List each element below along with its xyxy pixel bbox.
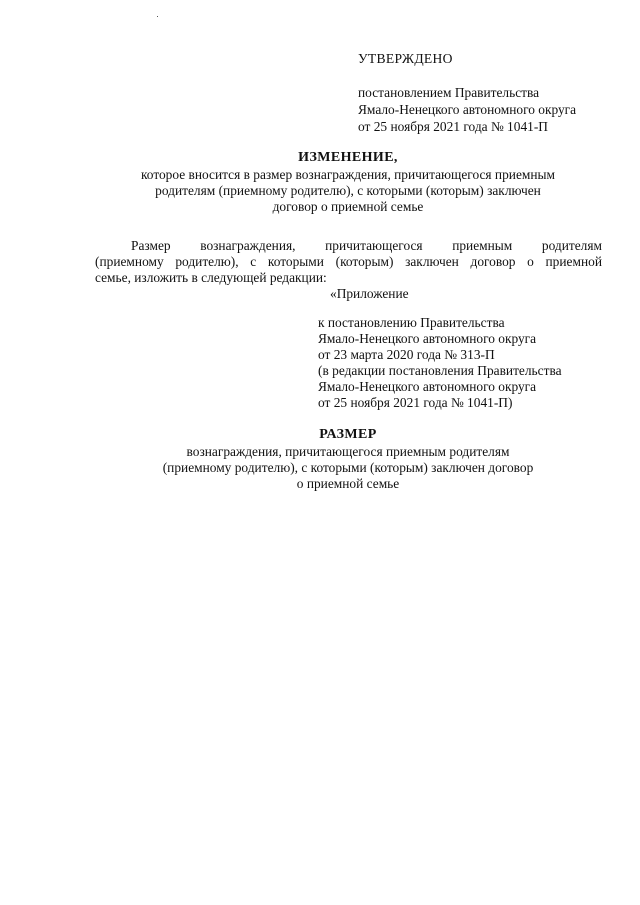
appendix-line: (в редакции постановления Правительства <box>318 363 562 378</box>
change-heading: ИЗМЕНЕНИЕ, <box>298 150 398 165</box>
change-line: родителям (приемному родителю), с которыми (которым) заключен <box>155 183 541 198</box>
scan-speck <box>157 16 158 17</box>
change-description <box>28 167 640 215</box>
body-line: Размер вознаграждения, причитающегося приемным родителям <box>131 238 602 253</box>
size-heading: РАЗМЕР <box>319 427 377 442</box>
appendix-line: от 23 марта 2020 года № 313-П <box>318 347 495 362</box>
size-line: о приемной семье <box>296 476 400 491</box>
change-line: договор о приемной семье <box>272 199 424 214</box>
appendix-block <box>318 286 618 411</box>
appendix-line: от 25 ноября 2021 года № 1041-П) <box>318 395 513 410</box>
size-line: вознаграждения, причитающегося приемным родителям <box>186 444 510 459</box>
appendix-line: Ямало-Ненецкого автономного округа <box>318 331 537 346</box>
approval-line: от 25 ноября 2021 года № 1041-П <box>358 119 548 134</box>
change-line: которое вносится в размер вознаграждения, причитающегося приемным <box>140 167 556 182</box>
approval-line: постановлением Правительства <box>358 85 540 100</box>
appendix-heading: «Приложение <box>330 286 409 301</box>
size-line: (приемному родителю), с которыми (которым) заключен договор <box>162 460 534 475</box>
approval-block <box>358 50 628 135</box>
appendix-line: Ямало-Ненецкого автономного округа <box>318 379 537 394</box>
approval-title: УТВЕРЖДЕНО <box>358 51 453 66</box>
body-paragraph <box>95 238 602 286</box>
appendix-line: к постановлению Правительства <box>318 315 505 330</box>
body-line: (приемному родителю), с которыми (которым) заключен договор о приемной <box>95 254 602 269</box>
size-description <box>28 444 640 492</box>
approval-line: Ямало-Ненецкого автономного округа <box>358 102 577 117</box>
body-line: семье, изложить в следующей редакции: <box>95 270 327 285</box>
